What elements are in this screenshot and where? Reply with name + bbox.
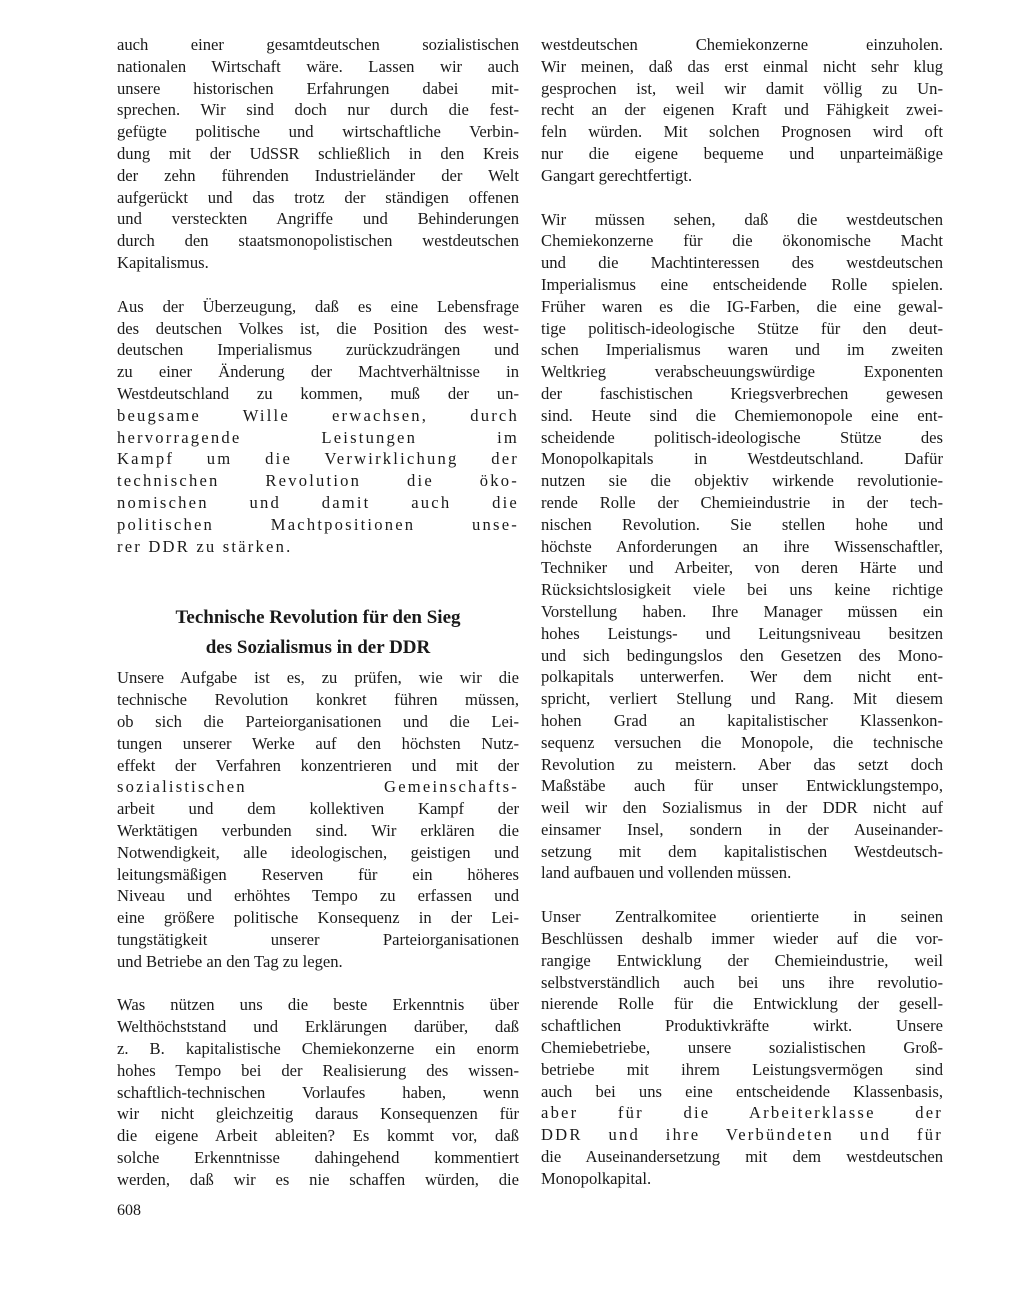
text-line: Maßstäbe auch für unser Entwicklungstempo, [541, 776, 943, 796]
text-line: höchste Anforderungen an ihre Wissenschaftler, [541, 536, 943, 556]
text-line: ob sich die Parteiorganisationen und die Lei- [117, 711, 519, 731]
text-line: aufgerückt und das trotz der ständigen offenen [117, 187, 519, 207]
text-line: Monopolkapital. [541, 1168, 652, 1188]
text-line: rende Rolle der Chemieindustrie in der tech- [541, 492, 943, 512]
text-line: Kapitalismus. [117, 252, 209, 272]
text-line: hohes Leistungs- und Leitungsniveau besitzen [541, 623, 943, 643]
heading-line: Technische Revolution für den Sieg [175, 607, 461, 629]
text-line: technischen Revolution die öko- [117, 471, 519, 491]
text-line: rer DDR zu stärken. [117, 536, 293, 556]
text-line: Unsere Aufgabe ist es, zu prüfen, wie wir die [117, 668, 519, 688]
text-line: sozialistischen Gemeinschafts- [117, 777, 519, 797]
text-line: effekt der Verfahren konzentrieren und mit der [117, 755, 519, 775]
heading-line: des Sozialismus in der DDR [205, 637, 431, 659]
text-line: der faschistischen Kriegsverbrechen gewesen [541, 383, 943, 403]
text-line: Wir müssen sehen, daß die westdeutschen [541, 209, 943, 229]
text-line: Chemiebetriebe, unsere sozialistischen Groß- [541, 1038, 943, 1058]
text-line: nutzen sie die objektiv wirkende revolutionie- [541, 471, 943, 491]
paragraph-zentralkomitee [541, 906, 943, 1189]
text-line: Vorstellung haben. Ihre Manager müssen ein [541, 601, 943, 621]
text-line: wir nicht gleichzeitig daraus Konsequenzen für [117, 1104, 519, 1124]
text-line: deutschen Imperialismus zurückzudrängen und [117, 340, 519, 360]
text-line: Westdeutschland zu kommen, muß der un- [117, 383, 519, 403]
text-line: hervorragende Leistungen im [117, 427, 519, 447]
text-line: nischen Revolution. Sie stellen hohe und [541, 514, 943, 534]
text-line: Gangart gerechtfertigt. [541, 165, 693, 185]
left-column [117, 34, 519, 1191]
text-line: betriebe mit ihrem Leistungsvermögen sind [541, 1059, 943, 1079]
text-line: spricht, verliert Stellung und Rang. Mit diesem [541, 689, 943, 709]
text-line: arbeit und dem kollektiven Kampf der [117, 799, 519, 819]
text-line: und die Machtinteressen des westdeutschen [541, 253, 943, 273]
text-line: Aus der Überzeugung, daß es eine Lebensfrage [117, 296, 519, 316]
text-line: Wir meinen, daß das erst einmal nicht sehr klug [541, 56, 943, 76]
section-heading [117, 603, 519, 663]
text-line: Welthöchststand und Erklärungen darüber, daß [117, 1017, 519, 1037]
text-line: Was nützen uns die beste Erkenntnis über [117, 995, 519, 1015]
text-line: technische Revolution konkret führen müssen, [117, 690, 519, 710]
text-line: gesprochen ist, weil wir damit völlig zu Un- [541, 78, 943, 98]
text-line: Revolution zu meistern. Aber das setzt doch [541, 754, 943, 774]
text-line: leitungsmäßigen Reserven für ein höheres [117, 864, 519, 884]
text-line: Rücksichtslosigkeit viele bei uns keine richtige [541, 580, 943, 600]
text-line: Techniker und Arbeiter, von deren Härte und [541, 558, 943, 578]
text-line: hohen Grad an kapitalistischer Klassenkon- [541, 710, 943, 730]
text-line: und versteckten Angriffe und Behinderungen [117, 209, 519, 229]
text-line: scheidende politisch-ideologische Stütze des [541, 427, 943, 447]
text-line: Chemiekonzerne für die ökonomische Macht [541, 231, 943, 251]
text-line: politischen Machtpositionen unse- [117, 514, 519, 534]
text-line: selbstverständlich auch bei uns ihre revolutio- [541, 972, 943, 992]
text-line: die Auseinandersetzung mit dem westdeutschen [541, 1147, 943, 1167]
text-line: sind. Heute sind die Chemiemonopole eine ent- [541, 405, 943, 425]
text-line: des deutschen Volkes ist, die Position des west- [117, 318, 519, 338]
text-line: z. B. kapitalistische Chemiekonzerne ein enorm [117, 1039, 519, 1059]
text-line: tige politisch-ideologische Stütze für den deut- [541, 318, 943, 338]
text-line: nierende Rolle für die Entwicklung der gesell- [541, 994, 943, 1014]
page-number: 608 [117, 1202, 141, 1219]
text-line: sequenz versuchen die Monopole, die technische [541, 732, 943, 752]
text-line: eine größere politische Konsequenz in der Lei- [117, 908, 519, 928]
text-line: auch bei uns eine entscheidende Klassenbasis, [541, 1081, 943, 1101]
text-line: Weltkrieg verabscheuungswürdige Exponenten [541, 362, 943, 382]
text-line: die eigene Arbeit ableiten? Es kommt vor, daß [117, 1126, 519, 1146]
text-line: Kampf um die Verwirklichung der [117, 449, 519, 469]
text-line: durch den staatsmonopolistischen westdeutschen [117, 231, 519, 251]
text-line: und Betriebe an den Tag zu legen. [117, 951, 343, 971]
text-line: setzung mit dem kapitalistischen Westdeutsch- [541, 841, 943, 861]
text-line: schen Imperialismus waren und im zweiten [541, 340, 943, 360]
text-line: beugsame Wille erwachsen, durch [117, 405, 519, 425]
text-line: Monopolkapitals in Westdeutschland. Dafür [541, 449, 943, 469]
text-line: Früher waren es die IG-Farben, die eine gewal- [541, 296, 943, 316]
text-line: Imperialismus eine entscheidende Rolle spielen. [541, 274, 943, 294]
text-line: feln würden. Mit solchen Prognosen wird oft [541, 122, 943, 142]
text-line: gefügte politische und wirtschaftliche Verbin- [117, 122, 519, 142]
text-line: rangige Entwicklung der Chemieindustrie, weil [541, 950, 943, 970]
text-line: Werktätigen verbunden sind. Wir erklären die [117, 820, 519, 840]
text-line: weil wir den Sozialismus in der DDR nicht auf [541, 798, 943, 818]
text-line: DDR und ihre Verbündeten und für [541, 1125, 943, 1145]
text-line: und sich bedingungslos den Gesetzen des Mono- [541, 645, 943, 665]
text-line: Notwendigkeit, alle ideologischen, geistigen und [117, 842, 519, 862]
text-line: land aufbauen und vollenden müssen. [541, 863, 792, 883]
text-line: nur die eigene bequeme und unparteimäßige [541, 143, 943, 163]
text-line: tungen unserer Werke auf den höchsten Nutz- [117, 733, 519, 753]
text-line: schaftlich-technischen Vorlaufes haben, wenn [117, 1082, 519, 1102]
text-line: Beschlüssen deshalb immer wieder auf die vor- [541, 929, 943, 949]
text-line: polkapitals unterwerfen. Wer dem nicht ent- [541, 667, 943, 687]
paragraph-chemiekonzerne [541, 209, 943, 885]
paragraph-ueberzeugung [117, 296, 519, 558]
text-line: Unser Zentralkomitee orientierte in seinen [541, 907, 943, 927]
text-line: recht an der eigenen Kraft und Fähigkeit zwei- [541, 100, 943, 120]
text-line: zu einer Änderung der Machtverhältnisse in [117, 362, 519, 382]
paragraph-gesamtdeutsche-wirtschaft [117, 34, 519, 274]
text-line: einsamer Insel, sondern in der Auseinander- [541, 819, 943, 839]
text-line: nomischen und damit auch die [117, 492, 519, 512]
paragraph-unsere-aufgabe [117, 667, 519, 972]
text-line: Niveau und erhöhtes Tempo zu erfassen und [117, 886, 519, 906]
text-line: unsere historischen Erfahrungen dabei mit- [117, 78, 519, 98]
text-line: werden, daß wir es nie schaffen würden, die [117, 1169, 519, 1189]
text-line: dung mit der UdSSR schließlich in den Kreis [117, 143, 519, 163]
text-line: aber für die Arbeiterklasse der [541, 1103, 943, 1123]
text-line: schaftlichen Produktivkräfte wirkt. Unsere [541, 1016, 943, 1036]
text-line: westdeutschen Chemiekonzerne einzuholen. [541, 35, 943, 54]
text-line: tungstätigkeit unserer Parteiorganisationen [117, 929, 519, 949]
text-line: hohes Tempo bei der Realisierung des wissen- [117, 1060, 519, 1080]
text-line: nationalen Wirtschaft wäre. Lassen wir auch [117, 56, 519, 76]
paragraph-was-nuetzen-uns [117, 994, 519, 1190]
paragraph-einzuholen [541, 34, 943, 187]
right-column [541, 34, 943, 1190]
text-line: auch einer gesamtdeutschen sozialistischen [117, 35, 519, 54]
text-line: solche Erkenntnisse dahingehend kommentiert [117, 1148, 519, 1168]
text-line: sprechen. Wir sind doch nur durch die fest- [117, 100, 519, 120]
text-line: der zehn führenden Industrieländer der Welt [117, 165, 519, 185]
